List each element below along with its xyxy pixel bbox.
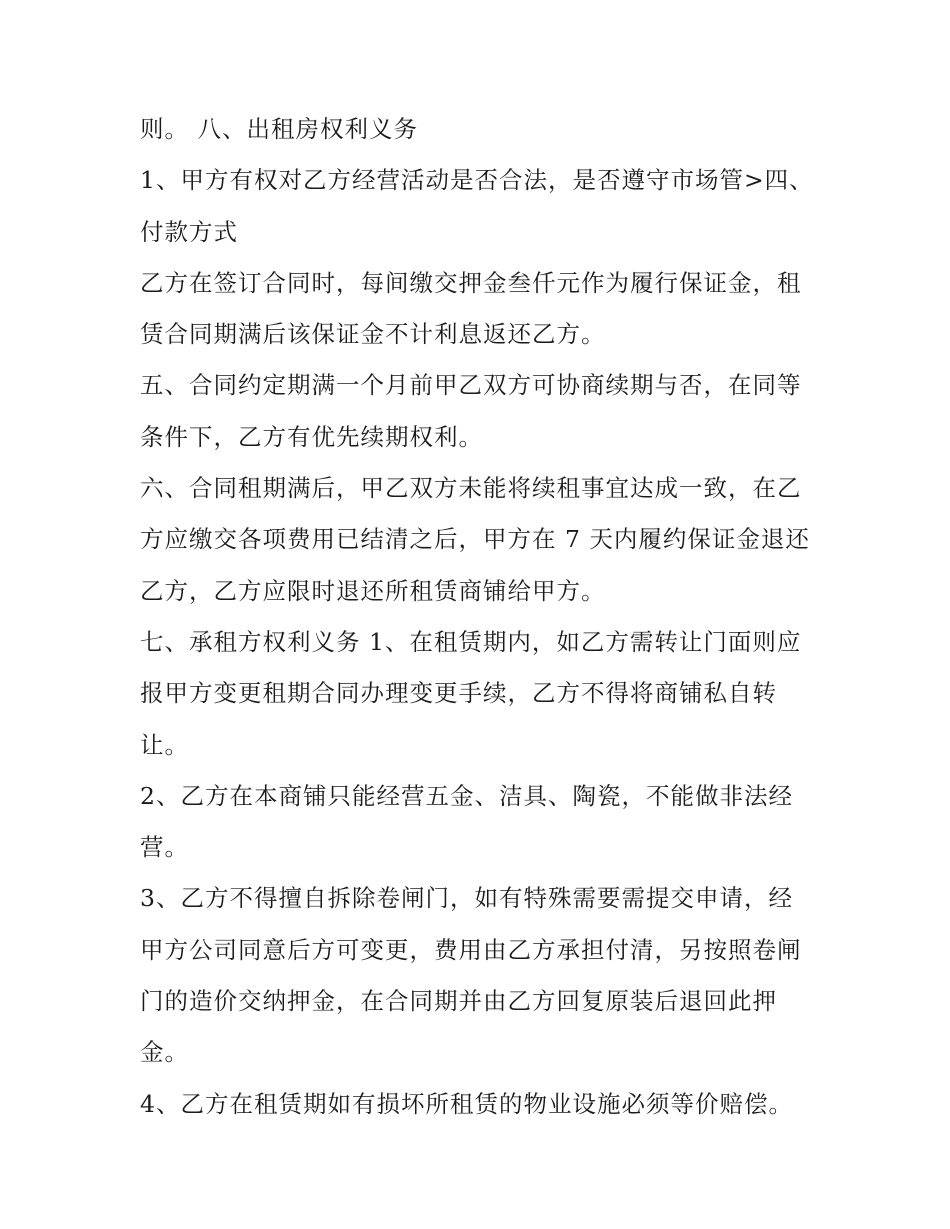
- text-line: 1、甲方有权对乙方经营活动是否合法，是否遵守市场管>四、: [140, 166, 814, 195]
- text-line: 六、合同租期满后，甲乙双方未能将续租事宜达成一致，在乙: [140, 474, 802, 503]
- text-line: 3、乙方不得擅自拆除卷闸门，如有特殊需要需提交申请，经: [140, 884, 793, 913]
- text-line: 门的造价交纳押金，在合同期并由乙方回复原装后退回此押: [140, 987, 777, 1016]
- text-line: 2、乙方在本商铺只能经营五金、洁具、陶瓷，不能做非法经: [140, 781, 793, 810]
- text-line: 营。: [140, 833, 189, 862]
- text-line: 4、乙方在租赁期如有损坏所租赁的物业设施必须等价赔偿。: [140, 1089, 793, 1118]
- text-line: 乙方，乙方应限时退还所租赁商铺给甲方。: [140, 576, 606, 605]
- text-line: 乙方在签订合同时，每间缴交押金叁仟元作为履行保证金，租: [140, 268, 802, 297]
- document-body: [140, 104, 815, 1130]
- text-line: 甲方公司同意后方可变更，费用由乙方承担付清，另按照卷闸: [140, 935, 802, 964]
- text-line: 五、合同约定期满一个月前甲乙双方可协商续期与否，在同等: [140, 371, 802, 400]
- text-line: 七、承租方权利义务 1、在租赁期内，如乙方需转让门面则应: [140, 627, 802, 656]
- text-line: 条件下，乙方有优先续期权利。: [140, 422, 483, 451]
- text-line: 让。: [140, 730, 189, 759]
- text-line: 报甲方变更租期合同办理变更手续，乙方不得将商铺私自转: [140, 679, 777, 708]
- text-line: 赁合同期满后该保证金不计利息返还乙方。: [140, 320, 606, 349]
- text-line: 金。: [140, 1038, 189, 1067]
- text-line: 付款方式: [140, 217, 238, 246]
- text-line: 则。 八、出租房权利义务: [140, 115, 418, 143]
- text-line: 方应缴交各项费用已结清之后，甲方在 7 天内履约保证金退还: [140, 525, 810, 554]
